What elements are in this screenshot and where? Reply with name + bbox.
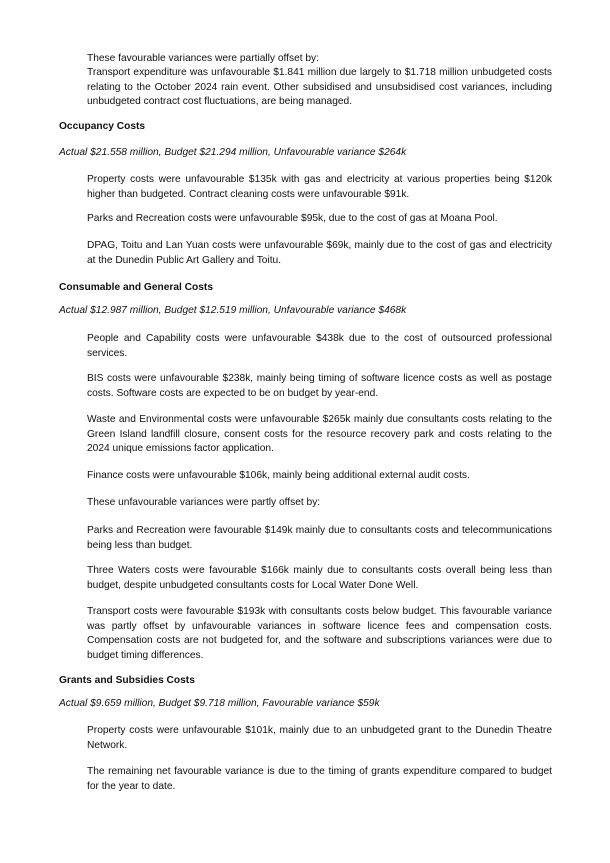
consumable-paragraph-waste: Waste and Environmental costs were unfavourable $265k mainly due consultants costs relating to the Green Island landfill closure, consent costs for the resource recovery park and costs relating to the 2024 unique emissions factor application. bbox=[87, 414, 552, 455]
offset-intro-text: These favourable variances were partially offset by: bbox=[87, 53, 319, 64]
grants-paragraph-property: Property costs were unfavourable $101k, mainly due to an unbudgeted grant to the Dunedin Theatre Network. bbox=[87, 725, 552, 751]
consumable-costs-summary: Actual $12.987 million, Budget $12.519 million, Unfavourable variance $468k bbox=[59, 305, 407, 316]
occupancy-costs-summary: Actual $21.558 million, Budget $21.294 million, Unfavourable variance $264k bbox=[59, 147, 407, 158]
occupancy-paragraph-parks: Parks and Recreation costs were unfavourable $95k, due to the cost of gas at Moana Pool. bbox=[87, 213, 498, 224]
consumable-paragraph-people: People and Capability costs were unfavourable $438k due to the cost of outsourced professional services. bbox=[87, 333, 552, 359]
transport-expenditure-paragraph: Transport expenditure was unfavourable $1.841 million due largely to $1.718 million unbudgeted costs relating to the October 2024 rain event. Other subsidised and unsubsidised cost variances, including unbudgeted contract cost fluctuations, are being managed. bbox=[87, 67, 552, 108]
occupancy-paragraph-property: Property costs were unfavourable $135k with gas and electricity at various properties being $120k higher than budgeted. Contract cleaning costs were unfavourable $91k. bbox=[87, 174, 552, 200]
consumable-costs-heading: Consumable and General Costs bbox=[59, 282, 213, 293]
occupancy-paragraph-dpag: DPAG, Toitu and Lan Yuan costs were unfavourable $69k, mainly due to the cost of gas and electricity at the Dunedin Public Art Gallery and Toitu. bbox=[87, 240, 552, 266]
consumable-paragraph-transport: Transport costs were favourable $193k with consultants costs below budget. This favourable variance was partly offset by unfavourable variances in software licence fees and compensation costs. Compensation costs are not budgeted for, and the software and subscriptions variances were due to budget timing differences. bbox=[87, 606, 552, 661]
consumable-paragraph-finance: Finance costs were unfavourable $106k, mainly being additional external audit costs. bbox=[87, 470, 470, 481]
consumable-paragraph-bis: BIS costs were unfavourable $238k, mainly being timing of software licence costs as well as postage costs. Software costs are expected to be on budget by year-end. bbox=[87, 373, 552, 399]
grants-costs-heading: Grants and Subsidies Costs bbox=[59, 675, 195, 686]
consumable-offset-intro: These unfavourable variances were partly offset by: bbox=[87, 497, 321, 508]
grants-costs-summary: Actual $9.659 million, Budget $9.718 million, Favourable variance $59k bbox=[59, 698, 380, 709]
consumable-paragraph-parks: Parks and Recreation were favourable $149k mainly due to consultants costs and telecommunications being less than budget. bbox=[87, 525, 552, 551]
grants-paragraph-remaining: The remaining net favourable variance is due to the timing of grants expenditure compared to budget for the year to date. bbox=[87, 766, 552, 792]
occupancy-costs-heading: Occupancy Costs bbox=[59, 121, 146, 132]
consumable-paragraph-three-waters: Three Waters costs were favourable $166k mainly due to consultants costs overall being less than budget, despite unbudgeted consultants costs for Local Water Done Well. bbox=[87, 565, 552, 591]
